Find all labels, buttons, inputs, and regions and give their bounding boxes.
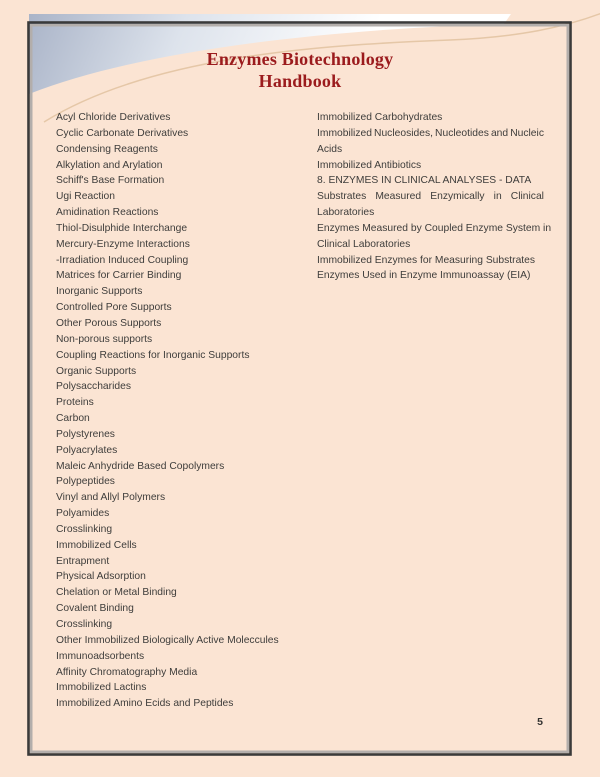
toc-item: Polypeptides	[56, 476, 115, 488]
toc-word: and	[490, 127, 509, 139]
toc-item-line: Enzymes Used in Enzyme Immunoassay (EIA)	[317, 270, 531, 282]
title-line-2: Handbook	[258, 71, 342, 91]
toc-item: Immobilized Lactins	[56, 682, 147, 694]
toc-item: Inorganic Supports	[56, 286, 143, 298]
toc-item: Other Porous Supports	[56, 317, 162, 329]
toc-item: Cyclic Carbonate Derivatives	[56, 127, 189, 139]
toc-item-line: Immobilized Enzymes for Measuring Substrates	[317, 254, 536, 266]
toc-item: Physical Adsorption	[56, 571, 146, 583]
toc-word: Immobilized	[317, 127, 372, 139]
toc-item: Amidination Reactions	[56, 207, 159, 219]
toc-item: Mercury-Enzyme Interactions	[56, 238, 190, 250]
toc-item-line: Clinical Laboratories	[317, 238, 411, 250]
title-line-1: Enzymes Biotechnology	[206, 49, 394, 69]
toc-word: Nucleotides	[435, 127, 489, 139]
toc-left-column	[56, 110, 310, 712]
toc-item: Immobilized Amino Ecids and Peptides	[56, 698, 234, 710]
toc-item-line: Laboratories	[317, 207, 375, 219]
toc-item: Crosslinking	[56, 523, 113, 535]
toc-word: Enzymically	[430, 191, 485, 203]
toc-word: Clinical	[510, 191, 544, 203]
toc-word: in	[493, 191, 502, 203]
toc-item: Condensing Reagents	[56, 143, 158, 155]
toc-item: Carbon	[56, 413, 90, 425]
toc-item: Polystyrenes	[56, 428, 115, 440]
toc-item-line: 8. ENZYMES IN CLINICAL ANALYSES - DATA	[317, 175, 532, 187]
toc-item: Ugi Reaction	[56, 191, 115, 203]
toc-item-line: Acids	[317, 143, 343, 155]
toc-word: Measured	[375, 191, 422, 203]
toc-item: Matrices for Carrier Binding	[56, 270, 182, 282]
toc-item: Polysaccharides	[56, 381, 131, 393]
toc-word: Nucleic	[510, 127, 544, 139]
toc-item: Proteins	[56, 397, 94, 409]
toc-item: Coupling Reactions for Inorganic Supports	[56, 349, 250, 361]
toc-item: Thiol-Disulphide Interchange	[56, 222, 188, 234]
toc-item: Immunoadsorbents	[56, 650, 145, 662]
toc-item-line: Immobilized Carbohydrates	[317, 112, 443, 123]
toc-item-line	[317, 189, 544, 205]
toc-item: -Irradiation Induced Coupling	[56, 254, 189, 266]
toc-item: Covalent Binding	[56, 603, 134, 615]
toc-word: Nucleosides,	[374, 127, 433, 139]
toc-word: Substrates	[317, 191, 367, 203]
page-title	[0, 48, 600, 92]
toc-item: Chelation or Metal Binding	[56, 587, 177, 599]
toc-item: Alkylation and Arylation	[56, 159, 163, 171]
toc-item: Polyacrylates	[56, 444, 118, 456]
toc-item: Maleic Anhydride Based Copolymers	[56, 460, 225, 472]
page-number: 5	[537, 716, 543, 728]
toc-item: Organic Supports	[56, 365, 137, 377]
toc-item: Controlled Pore Supports	[56, 302, 172, 314]
toc-item: Non-porous supports	[56, 333, 153, 345]
toc-item: Crosslinking	[56, 619, 113, 630]
toc-item: Immobilized Cells	[56, 539, 137, 551]
toc-item-line	[317, 126, 544, 142]
toc-item: Acyl Chloride Derivatives	[56, 112, 171, 123]
toc-item: Other Immobilized Biologically Active Moleccules	[56, 634, 279, 646]
toc-item: Polyamides	[56, 508, 110, 520]
toc-item: Affinity Chromatography Media	[56, 666, 198, 678]
toc-item-line: Immobilized Antibiotics	[317, 159, 422, 171]
toc-item: Schiff's Base Formation	[56, 175, 165, 187]
toc-item-line: Enzymes Measured by Coupled Enzyme System in	[317, 222, 552, 234]
toc-item: Vinyl and Allyl Polymers	[56, 492, 166, 504]
toc-right-column	[317, 110, 552, 284]
toc-item: Entrapment	[56, 555, 110, 567]
